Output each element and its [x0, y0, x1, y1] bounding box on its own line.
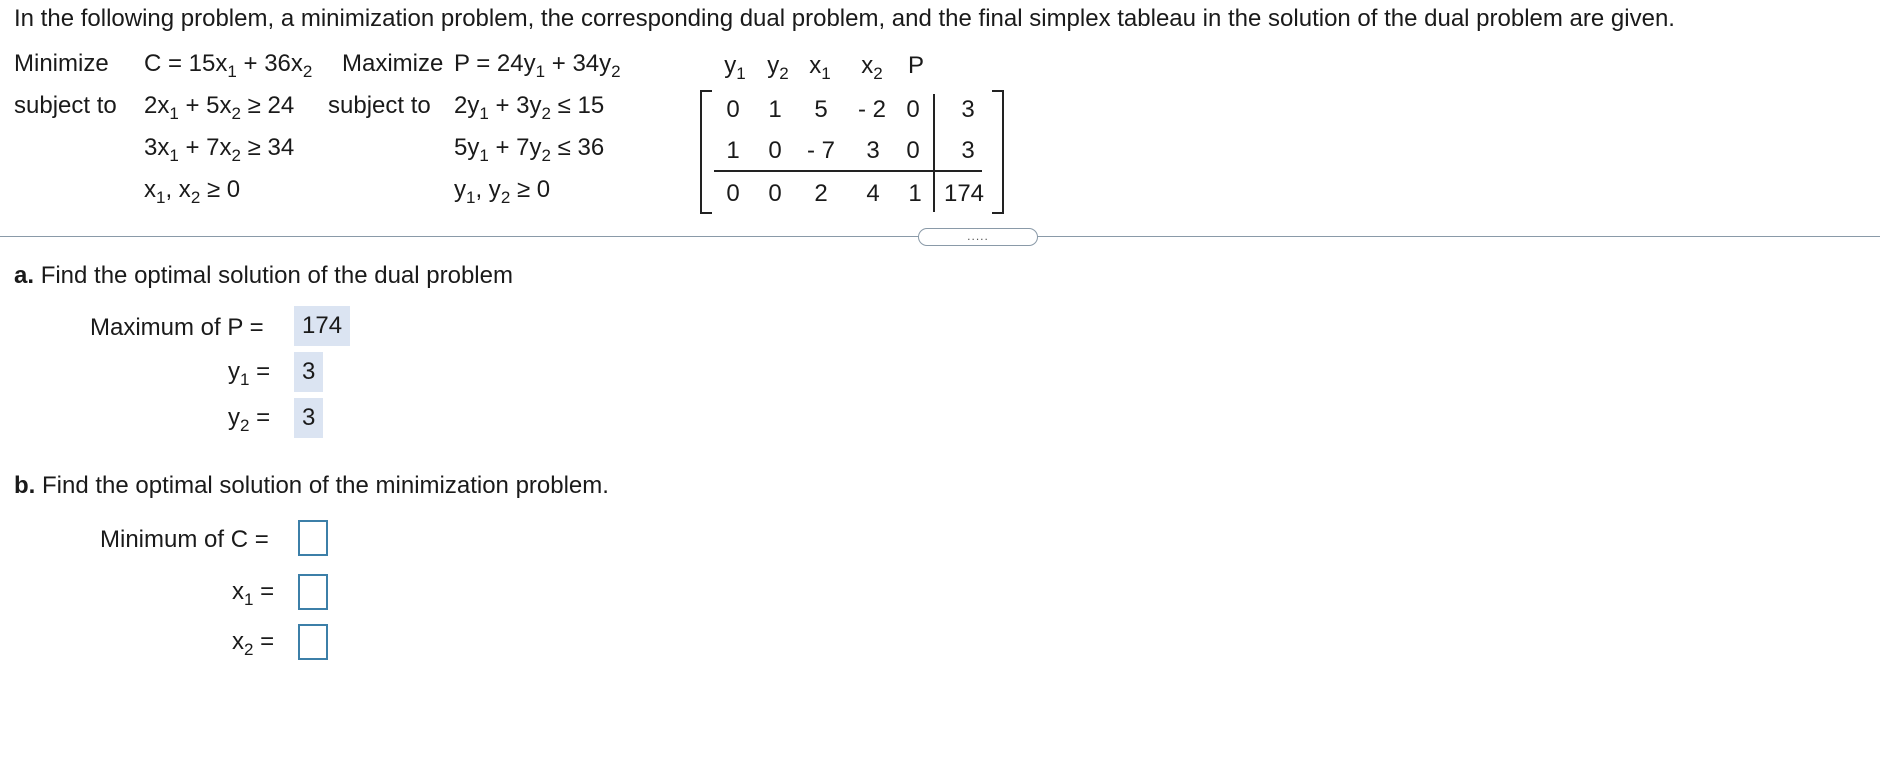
y2-answer: 3 [294, 398, 323, 438]
tableau-cell: 0 [768, 137, 782, 164]
max-p-label: Maximum of P = [90, 314, 264, 341]
x1-label: $x_1$ = [232, 578, 275, 609]
primal-subject-to-label: subject to [14, 92, 117, 119]
tableau-vertical-divider [933, 94, 935, 212]
dual-nonneg: $y_1$, $y_2 \ge 0$ [454, 176, 551, 207]
x2-input[interactable] [298, 624, 328, 660]
tableau-cell: 0 [726, 180, 740, 207]
primal-constraint-2: $3x_1 + 7x_2 \ge 34$ [144, 134, 295, 165]
tableau-right-bracket [992, 90, 1004, 214]
maximize-label: Maximize [342, 50, 444, 77]
tableau-cell: 3 [961, 96, 975, 123]
y1-label: $y_1$ = [228, 358, 271, 389]
tableau-cell: 1 [726, 137, 740, 164]
tableau-left-bracket [700, 90, 712, 214]
max-p-answer: 174 [294, 306, 350, 346]
part-b-letter: b. [14, 472, 36, 499]
tableau-cell: - 7 [806, 137, 835, 164]
tableau-cell: 3 [866, 137, 880, 164]
min-c-input[interactable] [298, 520, 328, 556]
simplex-tableau [700, 90, 1004, 212]
tableau-cell: 174 [943, 180, 985, 207]
dual-objective: $P = 24y_1 + 34y_2$ [454, 50, 621, 81]
problem-intro: In the following problem, a minimization problem, the corresponding dual problem, and the final simplex tableau in the solution of the dual problem are given. [14, 5, 1675, 32]
tableau-horizontal-divider [714, 170, 982, 172]
tableau-cell: - 2 [857, 96, 886, 123]
minimize-label: Minimize [14, 50, 109, 77]
tableau-cell: 1 [768, 96, 782, 123]
part-b-text: Find the optimal solution of the minimization problem. [42, 472, 609, 499]
part-a-prompt [14, 262, 513, 290]
tableau-cell: 5 [814, 96, 828, 123]
tableau-cell: 0 [906, 96, 920, 123]
primal-constraint-1: $2x_1 + 5x_2 \ge 24$ [144, 92, 295, 123]
y1-answer: 3 [294, 352, 323, 392]
dual-constraint-2: $5y_1 + 7y_2 \le 36$ [454, 134, 605, 165]
tableau-header-y1: $y_1$ [724, 52, 746, 83]
tableau-header-p: P [907, 52, 924, 79]
tableau-cell: 4 [866, 180, 880, 207]
y2-label: $y_2$ = [228, 404, 271, 435]
part-b-prompt [14, 472, 609, 500]
primal-nonneg: $x_1$, $x_2 \ge 0$ [144, 176, 241, 207]
dual-constraint-1: $2y_1 + 3y_2 \le 15$ [454, 92, 605, 123]
part-a-letter: a. [14, 262, 35, 289]
min-c-label: Minimum of C = [100, 526, 269, 553]
tableau-cell: 3 [961, 137, 975, 164]
divider-drag-handle[interactable]: ..... [918, 228, 1038, 246]
tableau-header-y2: $y_2$ [767, 52, 789, 83]
dual-subject-to-label: subject to [328, 92, 431, 119]
tableau-cell: 2 [814, 180, 828, 207]
primal-objective: $C = 15x_1 + 36x_2$ [144, 50, 313, 81]
tableau-cell: 0 [726, 96, 740, 123]
tableau-cell: 0 [768, 180, 782, 207]
tableau-cell: 1 [908, 180, 922, 207]
tableau-header-x1: $x_1$ [809, 52, 831, 83]
x2-label: $x_2$ = [232, 628, 275, 659]
part-a-text: Find the optimal solution of the dual problem [40, 262, 513, 289]
tableau-cell: 0 [906, 137, 920, 164]
x1-input[interactable] [298, 574, 328, 610]
tableau-header-x2: $x_2$ [861, 52, 883, 83]
